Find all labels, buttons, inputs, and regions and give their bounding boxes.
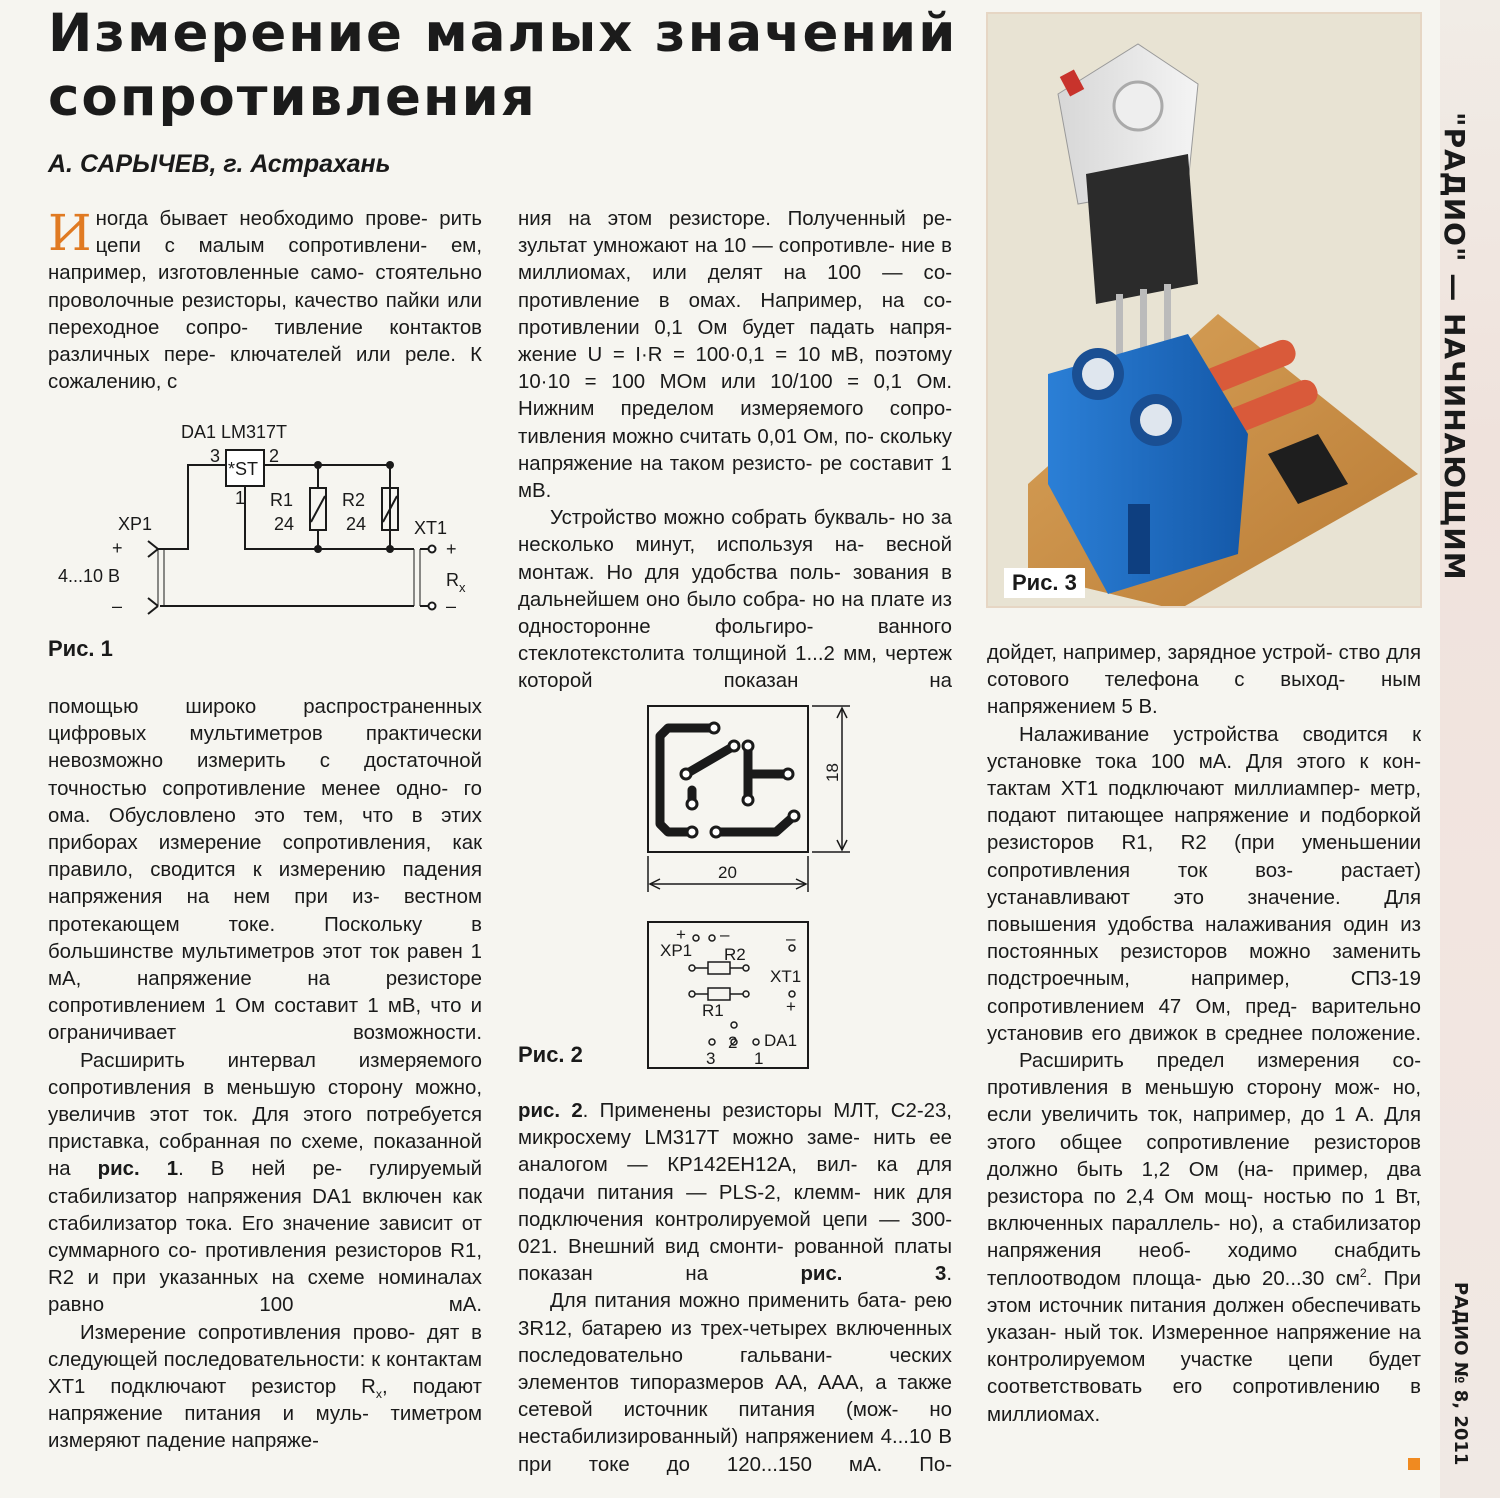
r1-name: R1 bbox=[270, 490, 294, 510]
pin-1: 1 bbox=[754, 1049, 764, 1068]
r2-label: R2 bbox=[724, 945, 746, 964]
paragraph: Для питания можно применить бата- рею 3R12, батарею из трех-четырех включенных последовательно гальвани- ческих элементов типоразмеров AA, AAA, а также сетевой источник питания (мож- но нестабилизированный) напряжением 4...10 В при токе до 120...150 мА. По- bbox=[518, 1290, 952, 1476]
regulator-body bbox=[1086, 154, 1198, 304]
paragraph-text: , подают напряжение питания и муль- тиметром измеряют падение напряже- bbox=[48, 1376, 482, 1453]
paragraph-text: Расширить интервал измеряемого сопротивления в меньшую сторону можно, увеличив этот ток. Для этого потребуется приставка, собранная по схеме, показанной на bbox=[48, 1049, 482, 1181]
figure-ref: рис. 1 bbox=[97, 1158, 179, 1181]
title-line-2: сопротивления bbox=[48, 67, 537, 128]
figure-2-caption: Рис. 2 bbox=[518, 1042, 583, 1067]
xp1-label: XP1 bbox=[118, 514, 153, 534]
xp1-plus: + bbox=[676, 925, 686, 944]
r1-label: R1 bbox=[702, 1001, 724, 1020]
r2-name: R2 bbox=[342, 490, 366, 510]
figure-ref: рис. 3 bbox=[800, 1263, 947, 1286]
column-2-bottom bbox=[518, 1098, 952, 1479]
paragraph: помощью широко распространенных цифровых мультиметров практически невозможно измерить с достаточной точностью сопротивление менее одно- го ома. Обусловлено это тем, что в этих приборах измерение сопротивления, как правило, сводится к измерению падения напряжения на нем при из- вестном протекающем токе. Поскольку в большинстве мультиметров этот ток равен 1 мА, напряжение на резисторе сопротивлением 1 Ом составит 1 мВ, что и ограничивает возможности. bbox=[48, 696, 482, 1045]
paragraph bbox=[48, 1048, 482, 1320]
paragraph-text: . Применены резисторы МЛТ, С2-23, микросхему LM317T можно заме- нить ее аналогом — КР142ЕН12А, вил- ка для подачи питания — PLS-2, клемм- ник для подключения контролируемой цепи — 300-021. Внешний вид смонти- рованной платы показан на bbox=[518, 1100, 952, 1286]
figure-1-caption: Рис. 1 bbox=[48, 636, 113, 661]
da1-label: DA1 LM317T bbox=[181, 422, 288, 442]
section-title: "РАДИО" — НАЧИНАЮЩИМ bbox=[1438, 112, 1471, 581]
rx-letter: R bbox=[446, 570, 459, 590]
figure-3-photo bbox=[986, 12, 1422, 608]
xp1-minus: – bbox=[112, 596, 123, 616]
paragraph-text: . bbox=[946, 1263, 952, 1286]
paragraph bbox=[48, 206, 482, 396]
end-of-article-mark bbox=[1408, 1458, 1420, 1470]
figure-3-caption: Рис. 3 bbox=[1004, 568, 1085, 598]
paragraph bbox=[48, 1320, 482, 1456]
xp1-minus: – bbox=[720, 925, 730, 944]
paragraph-text: Расширить предел измерения со- противления в меньшую сторону мож- но, если увеличить ток, например, до 1 А. Для этого общее сопротивление резисторов должно быть 1,2 Ом (на- пример, два резистора по 2,4 Ом мощ- ностью по 1 Вт, включенных параллель- но), а стабилизатор напряжения необ- ходимо снабдить теплоотводом площа- дью 20...30 см bbox=[987, 1050, 1421, 1290]
column-3 bbox=[987, 640, 1421, 1429]
pcb-trace bbox=[686, 746, 734, 774]
paragraph: Устройство можно собрать букваль- но за несколько минут, используя на- весной монтаж. Но для удобства поль- зования в дальнейшем оно было собра- но на плате из односторонне фольгиро- ванного стеклотекстолита толщиной 1...2 мм, чертеж которой показан на bbox=[518, 507, 952, 693]
pin-2: 2 bbox=[728, 1033, 738, 1052]
pin-3: 3 bbox=[706, 1049, 716, 1068]
xp1-plus: + bbox=[112, 538, 123, 558]
paragraph-text: . В ней ре- гулируемый стабилизатор напряжения DA1 включен как стабилизатор тока. Его значение зависит от суммарного со- противления резисторов R1, R2 и при указанных на схеме номиналах равно 100 мА. bbox=[48, 1158, 482, 1317]
r2-value: 24 bbox=[346, 514, 367, 534]
paragraph-text: ногда бывает необходимо прове- рить цепи с малым сопротивлени- ем, например, изготовленные само- стоятельно проволочные резисторы, качество пайки или переходное сопро- тивление контактов различных пере- ключателей или реле. К сожалению, с bbox=[48, 208, 482, 394]
xt1-label: XT1 bbox=[414, 518, 448, 538]
r1-value: 24 bbox=[274, 514, 295, 534]
figure-1-schematic bbox=[48, 418, 482, 618]
dimension-width: 20 bbox=[718, 863, 737, 882]
column-1-bottom bbox=[48, 694, 482, 1456]
xt1-minus: – bbox=[786, 929, 796, 948]
figure-ref: рис. 2 bbox=[518, 1100, 583, 1122]
paragraph bbox=[518, 1098, 952, 1288]
figure-2-pcb bbox=[636, 700, 896, 1080]
article-title bbox=[48, 2, 968, 130]
paragraph-text: . При этом источник питания должен обеспечивать указан- ный ток. Измеренное напряжение на контролируемом участке цепи будет соответствовать его сопротивлению в миллиомах. bbox=[987, 1267, 1422, 1426]
rx-label bbox=[446, 570, 466, 595]
dimension-height: 18 bbox=[823, 763, 842, 782]
xt1-plus: + bbox=[446, 539, 457, 559]
da1-label: DA1 bbox=[764, 1031, 798, 1050]
xt1-label: XT1 bbox=[770, 967, 802, 986]
paragraph: ния на этом резисторе. Полученный ре- зультат умножают на 10 — сопротивле- ние в миллиомах, или делят на 100 — со- противление в омах. Например, на со- противлении 0,1 Ом будет падать напря- жение U = I·R = 100·0,1 = 10 мВ, поэтому 10·10 = 100 МОм или 10/100 = 0,1 Ом. Нижним пределом измеряемого сопро- тивления можно считать 0,01 Ом, по- скольку напряжение на таком резисто- ре составит 1 мВ. bbox=[518, 208, 952, 503]
title-line-1: Измерение малых значений bbox=[48, 3, 958, 64]
st-label: *ST bbox=[228, 459, 259, 479]
xt1-plus: + bbox=[786, 997, 796, 1016]
drop-cap: И bbox=[48, 204, 92, 262]
pin-2: 2 bbox=[269, 446, 280, 466]
column-2-top bbox=[518, 206, 952, 696]
rx-subscript: x bbox=[459, 580, 466, 595]
paragraph: дойдет, например, зарядное устрой- ство для сотового телефона с выход- ным напряжением 5 В. bbox=[987, 642, 1421, 719]
subscript: x bbox=[375, 1387, 382, 1402]
pin-3: 3 bbox=[210, 446, 221, 466]
paragraph bbox=[987, 1048, 1421, 1429]
pin-1: 1 bbox=[235, 488, 246, 508]
xt1-minus: – bbox=[446, 596, 457, 616]
paragraph: Налаживание устройства сводится к установке тока 100 мА. Для этого к кон- тактам XT1 подключают миллиампер- метр, подают питающее напряжение и подборкой резисторов R1, R2 (при уменьшении сопротивления ток воз- растает) устанавливают это значение. Для повышения удобства налаживания один из постоянных резисторов можно заменить подстроечным, например, СП3-19 сопротивлением 47 Ом, пред- варительно установив его движок в среднее положение. bbox=[987, 723, 1421, 1045]
paragraph-text: Измерение сопротивления прово- дят в следующей последовательности: к контактам XT1 подключают резистор R bbox=[48, 1321, 482, 1399]
pcb-trace bbox=[716, 816, 794, 832]
superscript: 2 bbox=[1359, 1265, 1367, 1280]
xp1-label: XP1 bbox=[660, 941, 693, 960]
article-author: А. САРЫЧЕВ, г. Астрахань bbox=[48, 150, 391, 178]
column-1-top bbox=[48, 206, 482, 396]
supply-voltage: 4...10 В bbox=[58, 566, 121, 586]
issue-info: РАДИО № 8, 2011 bbox=[1450, 1282, 1471, 1466]
